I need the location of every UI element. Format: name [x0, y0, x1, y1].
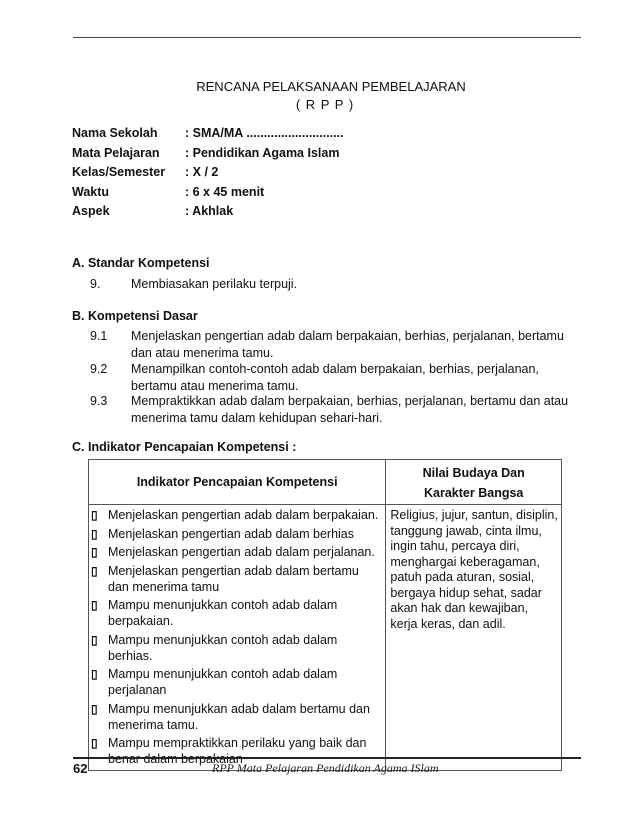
standard-item — [90, 276, 571, 293]
competency-item — [90, 328, 571, 361]
header-rule — [73, 37, 581, 38]
indicator-text: Menjelaskan pengertian adab dalam berpakaian. — [108, 508, 379, 522]
info-label: Waktu — [72, 184, 110, 199]
values-header-line: Nilai Budaya Dan — [422, 466, 525, 480]
indicator-text: Mampu menunjukkan contoh adab dalam perjalanan — [108, 667, 338, 697]
info-row-subject — [72, 146, 344, 166]
bullet-icon: ▯ — [91, 545, 98, 559]
info-value: : Pendidikan Agama Islam — [185, 145, 340, 160]
indicator-text: Mampu menunjukkan contoh adab dalam berpakaian. — [108, 598, 338, 628]
info-label: Aspek — [72, 204, 110, 218]
list-item — [91, 507, 381, 523]
indicator-text: Menjelaskan pengertian adab dalam perjalanan. — [108, 545, 375, 559]
values-cell: Religius, jujur, santun, disiplin, tanggung jawab, cinta ilmu, ingin tahu, percaya diri, menghargai keberagaman, patuh pada aturan, sosial, bergaya hidup sehat, sadar akan hak dan kewajiban, kerja keras, dan adil. — [386, 505, 562, 771]
info-value: : SMA/MA ............................ — [185, 126, 344, 140]
bullet-icon: ▯ — [91, 598, 98, 612]
item-text: Menjelaskan pengertian adab dalam berpakaian, berhias, perjalanan, bertamu dan atau menerima tamu. — [131, 329, 564, 360]
list-item — [91, 526, 381, 542]
info-row-school — [72, 126, 344, 146]
info-value: : Akhlak — [185, 204, 234, 218]
bullet-icon: ▯ — [91, 563, 98, 578]
bullet-icon: ▯ — [91, 701, 98, 716]
section-a-heading: A. Standar Kompetensi — [72, 256, 210, 270]
running-title: RPP Mata Pelajaran Pendidikan Agama ISlam — [212, 761, 439, 775]
bullet-icon: ▯ — [91, 667, 98, 681]
indicator-text: Mampu menunjukkan contoh adab dalam berhias. — [108, 632, 338, 663]
section-b-heading: B. Kompetensi Dasar — [72, 309, 198, 323]
list-item — [91, 563, 381, 595]
bullet-icon: ▯ — [91, 736, 98, 750]
indicator-text: Mampu menunjukkan adab dalam bertamu dan menerima tamu. — [108, 701, 370, 732]
document-title: RENCANA PELAKSANAAN PEMBELAJARAN — [196, 79, 466, 94]
item-text: Mempraktikkan adab dalam berpakaian, berhias, perjalanan, bertamu dan atau menerima tamu dalam kehidupan sehari-hari. — [131, 394, 569, 425]
table-header-row — [89, 460, 562, 505]
indicator-cell — [89, 505, 386, 771]
list-item — [91, 597, 381, 629]
info-value: : X / 2 — [185, 165, 219, 179]
bullet-icon: ▯ — [91, 526, 98, 541]
info-label: Nama Sekolah — [72, 126, 158, 140]
indicator-table — [88, 459, 562, 771]
list-item — [91, 632, 381, 664]
table-row — [89, 505, 562, 771]
item-number: 9. — [90, 277, 101, 291]
info-label: Mata Pelajaran — [72, 145, 160, 160]
bullet-icon: ▯ — [91, 508, 98, 522]
indicator-list — [89, 505, 385, 767]
item-text: Membiasakan perilaku terpuji. — [131, 277, 298, 291]
info-row-aspect — [72, 204, 344, 224]
info-row-class — [72, 165, 344, 185]
item-number: 9.1 — [90, 329, 108, 343]
item-number: 9.2 — [90, 362, 108, 376]
indicator-text: Menjelaskan pengertian adab dalam bertamu dan menerima tamu — [108, 563, 359, 594]
list-item — [91, 666, 381, 698]
info-value: : 6 x 45 menit — [185, 184, 265, 199]
footer-rule — [73, 757, 581, 759]
indicator-text: Menjelaskan pengertian adab dalam berhias — [108, 526, 354, 541]
section-c-heading: C. Indikator Pencapaian Kompetensi : — [72, 440, 297, 454]
identity-block — [72, 126, 344, 224]
values-header-line: Karakter Bangsa — [424, 486, 524, 500]
list-item — [91, 701, 381, 733]
indicator-text: Mampu mempraktikkan perilaku yang baik dan benar dalam berpakaian — [108, 736, 367, 766]
competency-item — [90, 393, 571, 426]
values-column-header — [386, 460, 562, 505]
info-row-time — [72, 185, 344, 205]
item-text: Menampilkan contoh-contoh adab dalam berpakaian, berhias, perjalanan, bertamu atau menerima tamu. — [131, 362, 539, 393]
document-subtitle: ( R P P ) — [295, 97, 355, 112]
info-label: Kelas/Semester — [72, 165, 166, 179]
page-number: 62 — [73, 761, 88, 776]
indicator-column-header: Indikator Pencapaian Kompetensi — [89, 460, 386, 505]
competency-item — [90, 361, 571, 394]
bullet-icon: ▯ — [91, 632, 98, 647]
list-item — [91, 544, 381, 560]
item-number: 9.3 — [90, 394, 108, 408]
